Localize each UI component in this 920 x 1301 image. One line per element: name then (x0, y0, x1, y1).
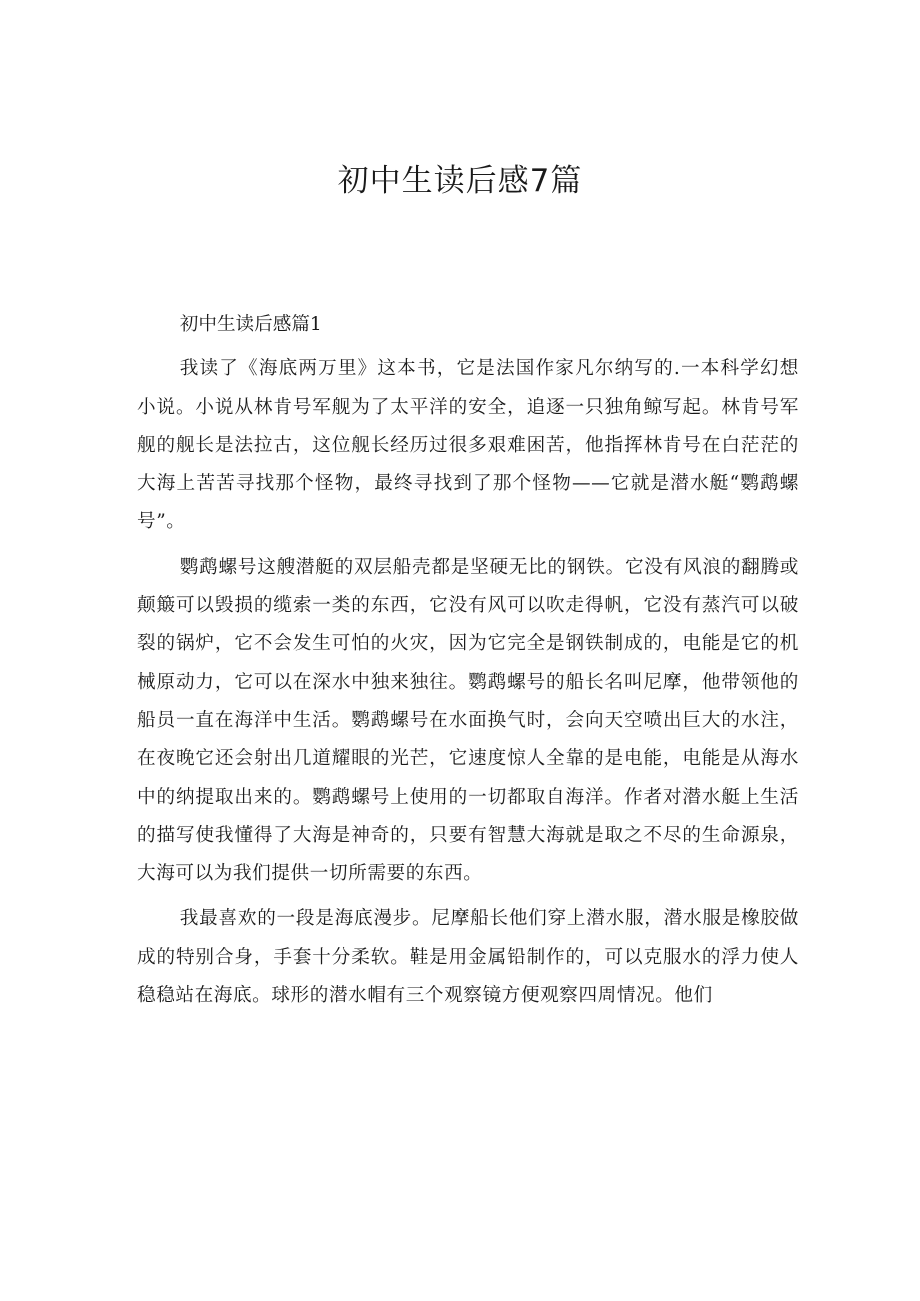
paragraph-2: 鹦鹉螺号这艘潜艇的双层船壳都是坚硬无比的钢铁。它没有风浪的翻腾或颠簸可以毁损的缆索一类的东西，它没有风可以吹走得帆，它没有蒸汽可以破裂的锅炉，它不会发生可怕的火灾，因为它完全是钢铁制成的，电能是它的机械原动力，它可以在深水中独来独往。鹦鹉螺号的船长名叫尼摩，他带领他的船员一直在海洋中生活。鹦鹉螺号在水面换气时，会向天空喷出巨大的水注，在夜晚它还会射出几道耀眼的光芒，它速度惊人全靠的是电能，电能是从海水中的纳提取出来的。鹦鹉螺号上使用的一切都取自海洋。作者对潜水艇上生活的描写使我懂得了大海是神奇的，只要有智慧大海就是取之不尽的生命源泉，大海可以为我们提供一切所需要的东西。 (137, 556, 799, 885)
document-title: 初中生读后感7篇 (337, 163, 583, 199)
section-heading: 初中生读后感篇1 (179, 314, 322, 335)
paragraph-1: 我读了《海底两万里》这本书，它是法国作家凡尔纳写的.一本科学幻想小说。小说从林肯号军舰为了太平洋的安全，追逐一只独角鲸写起。林肯号军舰的舰长是法拉古，这位舰长经历过很多艰难困苦，他指挥林肯号在白茫茫的大海上苦苦寻找那个怪物，最终寻找到了那个怪物——它就是潜水艇“鹦鹉螺号”。 (137, 358, 799, 533)
paragraph-3: 我最喜欢的一段是海底漫步。尼摩船长他们穿上潜水服，潜水服是橡胶做成的特别合身，手套十分柔软。鞋是用金属铅制作的，可以克服水的浮力使人稳稳站在海底。球形的潜水帽有三个观察镜方便观察四周情况。他们 (137, 908, 799, 1007)
document-body (137, 306, 799, 1022)
